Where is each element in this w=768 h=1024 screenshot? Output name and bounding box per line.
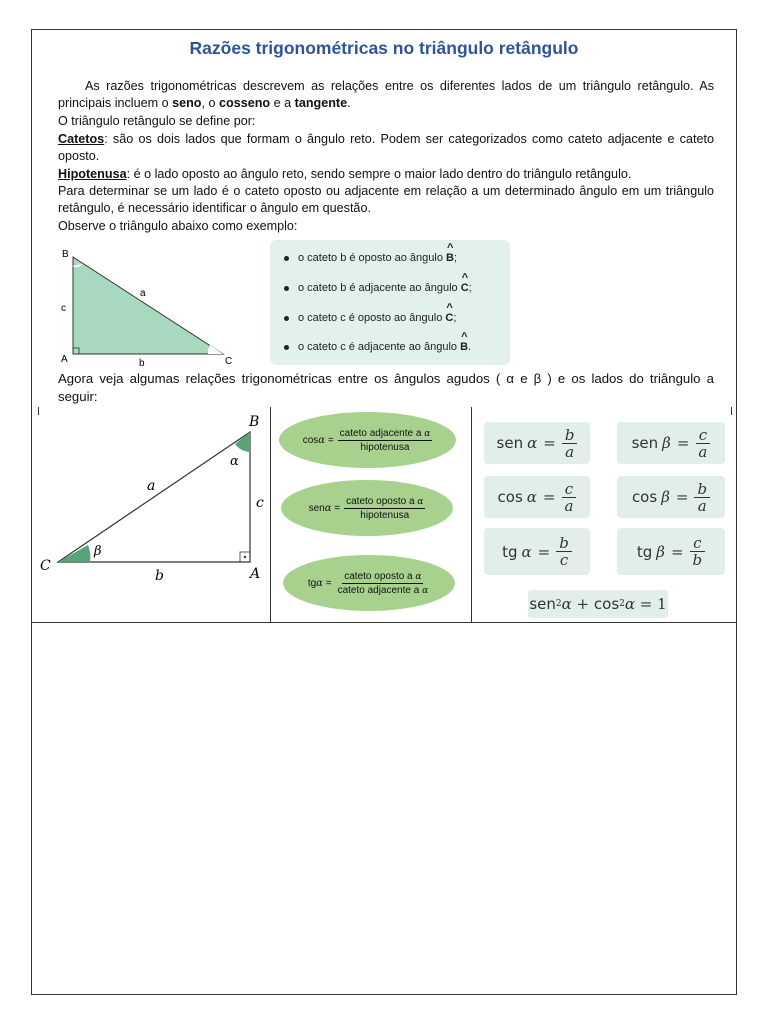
definition-line: O triângulo retângulo se define por: — [58, 114, 256, 128]
intro-sep: , o — [201, 96, 220, 111]
intro-paragraph — [58, 78, 714, 113]
bullet-text: o cateto c é adjacente ao ângulo — [298, 341, 461, 353]
fraction — [556, 535, 572, 568]
exponent: 2 — [555, 599, 562, 609]
num-text: cateto oposto a — [344, 570, 413, 582]
num-text: cateto oposto a — [346, 495, 415, 507]
bullet-text: o cateto b é oposto ao ângulo — [298, 252, 447, 264]
vertex-c-label: C — [225, 356, 233, 367]
vertex-b-label: B — [62, 249, 69, 260]
vertex-b-label: B — [249, 414, 260, 430]
fn-name: sen — [308, 502, 325, 514]
angle-symbol: ^ B — [460, 341, 468, 353]
vertex-c-label: C — [40, 558, 51, 574]
equals-sign: = — [675, 488, 689, 506]
fn-name: tg — [307, 577, 317, 589]
angle-symbol: ^ C — [445, 312, 453, 324]
vertex-a-label: A — [250, 566, 261, 582]
triangle-example-1 — [58, 244, 238, 368]
angle-var: α — [324, 502, 332, 514]
intro-end: . — [347, 96, 351, 111]
den-text: hipotenusa — [360, 441, 410, 453]
fn-name: sen — [631, 434, 659, 452]
den-angle: α — [422, 585, 429, 596]
fn-name: cos — [302, 434, 319, 446]
angle-alpha-fill — [235, 432, 250, 452]
right-angle-dot — [244, 556, 246, 558]
bullet-end: ; — [453, 252, 458, 264]
formula-sen-beta — [617, 422, 725, 464]
fraction-numerator: b — [562, 427, 578, 444]
fraction — [562, 427, 578, 460]
angle-symbol: ^ C — [461, 282, 469, 294]
pythagorean-identity — [528, 590, 668, 618]
fraction-denominator — [359, 441, 412, 453]
angle-symbol: ^ B — [446, 252, 454, 264]
ellipse-lhs: cosα = — [302, 434, 334, 446]
bullet-item — [284, 282, 472, 294]
table-divider — [471, 407, 472, 623]
formula-cos-beta — [617, 476, 725, 518]
bullet-text: o cateto b é adjacente ao ângulo — [298, 282, 461, 294]
observe-line: Observe o triângulo abaixo como exemplo: — [58, 219, 298, 233]
fraction-denominator: a — [564, 496, 574, 515]
fn-var: α — [527, 434, 538, 452]
bullet-end: ; — [453, 312, 457, 324]
fraction-denominator: a — [697, 496, 707, 515]
fn-name: tg — [636, 542, 653, 561]
exponent: 2 — [619, 599, 625, 609]
cateto-bullet-box — [270, 240, 510, 365]
bullet-item — [284, 252, 457, 264]
ellipse-lhs: tgα = — [307, 577, 332, 589]
bullet-end: . — [468, 341, 472, 353]
hipotenusa-term: Hipotenusa — [58, 167, 127, 181]
table-divider — [270, 407, 271, 623]
bullet-dot — [284, 316, 289, 321]
fraction-numerator: c — [690, 535, 704, 552]
angle-var: α — [318, 434, 326, 446]
triangle-example-2 — [38, 410, 270, 585]
para-determinar-paragraph: Para determinar se um lado é o cateto oposto ou adjacente em relação a um determinado ângulo em um triângulo retângulo, é necessário identificar o ângulo em questão. — [58, 184, 714, 216]
fraction — [338, 428, 433, 453]
fn-var: β — [662, 434, 671, 452]
side-a-label: a — [147, 478, 156, 494]
fraction — [695, 427, 710, 460]
side-a-label: a — [140, 288, 146, 299]
alpha-label: α — [230, 454, 239, 469]
fn-name: cos — [497, 488, 523, 506]
num-angle: α — [417, 496, 424, 507]
fn-name: tg — [502, 542, 518, 561]
bullet-item — [284, 312, 456, 324]
tangente-term: tangente — [294, 96, 348, 111]
bullet-item — [284, 341, 471, 353]
fn-name: sen — [496, 434, 524, 452]
catetos-paragraph — [58, 131, 714, 166]
hipotenusa-paragraph — [58, 166, 714, 183]
fraction-numerator — [344, 496, 425, 509]
num-angle: α — [415, 571, 422, 582]
fraction-numerator: c — [696, 427, 710, 444]
fraction-numerator — [338, 428, 433, 441]
table-tick — [731, 407, 732, 415]
fraction — [694, 481, 710, 514]
equals-sign: = — [670, 542, 684, 561]
seno-term: seno — [172, 96, 202, 111]
fraction-numerator: b — [556, 535, 572, 552]
equals-sign: = — [676, 434, 690, 452]
agora-line-1: Agora veja algumas relações trigonométricas entre os ângulos agudos ( α e β ) e os lados do triângulo a — [58, 371, 714, 386]
hipotenusa-text: : é o lado oposto ao ângulo reto, sendo sempre o maior lado dentro do triângulo retângulo. — [126, 167, 632, 181]
fraction — [690, 535, 706, 568]
fraction-denominator: a — [698, 442, 708, 461]
catetos-term: Catetos — [58, 132, 105, 146]
fraction-numerator: c — [562, 481, 576, 498]
fraction-numerator: b — [694, 481, 710, 498]
bullet-text: o cateto c é oposto ao ângulo — [298, 312, 446, 324]
triangle-2-outline — [58, 432, 250, 562]
fn-var: α — [561, 595, 572, 613]
formula-tg-alpha — [484, 528, 590, 575]
fn-var: β — [656, 542, 665, 561]
intro-sep: e a — [270, 96, 295, 111]
tg-definition-ellipse — [283, 555, 455, 611]
angle-c-arc — [208, 345, 223, 354]
formula-sen-alpha — [484, 422, 590, 464]
equals-sign: = — [543, 434, 556, 452]
catetos-text: : são os dois lados que formam o ângulo reto. Podem ser categorizados como cateto adjacente e cateto oposto. — [58, 132, 714, 164]
fraction-denominator: c — [559, 551, 569, 569]
identity-rhs: = 1 — [639, 595, 667, 613]
fraction-numerator — [342, 571, 423, 584]
bullet-dot — [284, 286, 289, 291]
angle-var: α — [316, 577, 323, 589]
fraction-denominator: b — [692, 551, 703, 569]
formula-cos-alpha — [484, 476, 590, 518]
equals-sign: = — [542, 488, 556, 506]
sen-definition-ellipse — [281, 480, 453, 536]
num-text: cateto adjacente a — [339, 427, 422, 439]
cosseno-term: cosseno — [219, 96, 271, 111]
intro-text: As razões trigonométricas descrevem as relações entre os diferentes lados de um triângulo retângulo. As principais incluem o — [58, 79, 714, 111]
vertex-a-label: A — [61, 354, 68, 365]
side-c-label: c — [256, 495, 264, 511]
formula-tg-beta — [617, 528, 725, 575]
agora-line-2: seguir: — [58, 389, 98, 404]
fn-name: cos — [593, 595, 620, 613]
fraction-denominator — [358, 509, 411, 521]
fn-name: cos — [631, 488, 658, 506]
den-text: hipotenusa — [360, 509, 410, 521]
fraction-denominator: a — [565, 442, 575, 461]
fn-var: α — [624, 595, 636, 613]
bullet-dot — [284, 256, 289, 261]
side-b-label: b — [155, 568, 164, 584]
page-title: Razões trigonométricas no triângulo retângulo — [189, 38, 579, 58]
side-b-label: b — [139, 358, 145, 368]
fraction-denominator — [336, 584, 431, 596]
ellipse-lhs: senα = — [308, 502, 341, 514]
fn-var: α — [526, 488, 537, 506]
angle-beta-fill — [58, 545, 90, 562]
side-c-label: c — [61, 303, 66, 314]
beta-label: β — [94, 544, 102, 559]
equals-sign: = — [537, 542, 551, 561]
plus-sign: + — [576, 595, 590, 613]
num-angle: α — [424, 428, 431, 439]
cos-definition-ellipse — [279, 412, 456, 468]
fraction — [336, 571, 431, 596]
fraction — [344, 496, 425, 521]
fraction — [562, 481, 577, 514]
den-text: cateto adjacente a — [337, 584, 420, 596]
bullet-dot — [284, 345, 289, 350]
fn-var: α — [521, 542, 532, 561]
fn-name: sen — [529, 595, 556, 613]
bullet-end: ; — [468, 282, 472, 294]
fn-var: β — [661, 488, 670, 506]
